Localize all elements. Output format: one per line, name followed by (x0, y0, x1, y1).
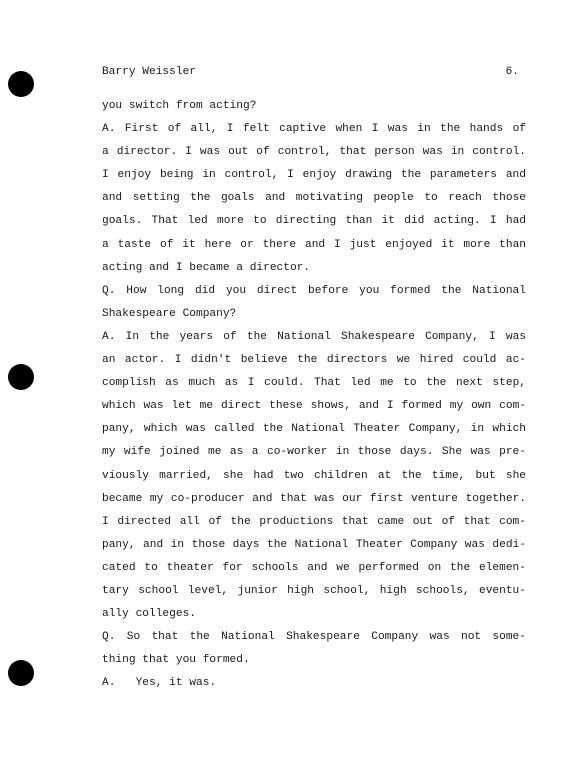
transcript-line: a director. I was out of control, that person was in control. (102, 146, 526, 159)
transcript-line: which was let me direct these shows, and I formed my own com- (102, 400, 526, 413)
page-header (102, 66, 519, 78)
transcript-line: viously married, she had two children at the time, but she (102, 469, 526, 482)
transcript-line: A. In the years of the National Shakespeare Company, I was (102, 330, 526, 343)
transcript-line: Q. How long did you direct before you formed the National (102, 284, 526, 297)
transcript-line: became my co-producer and that was our first venture together. (102, 492, 526, 505)
transcript-line: thing that you formed. (102, 654, 250, 667)
transcript-body (102, 95, 526, 695)
transcript-line: pany, and in those days the National Theater Company was dedi- (102, 538, 526, 551)
transcript-line: Shakespeare Company? (102, 307, 237, 320)
transcript-line: you switch from acting? (102, 100, 257, 112)
punch-hole-middle (8, 364, 34, 390)
transcript-line: cated to theater for schools and we performed on the elemen- (102, 561, 526, 574)
transcript-line: I enjoy being in control, I enjoy drawing the parameters and (102, 169, 526, 182)
transcript-line: a taste of it here or there and I just enjoyed it more than (102, 238, 526, 251)
transcript-line: ally colleges. (102, 608, 196, 621)
transcript-line: Q. So that the National Shakespeare Company was not some- (102, 631, 526, 644)
transcript-line: A. First of all, I felt captive when I was in the hands of (102, 123, 526, 136)
transcript-line: tary school level, junior high school, high schools, eventu- (102, 584, 526, 597)
interviewee-name: Barry Weissler (102, 66, 196, 78)
page-number: 6. (505, 66, 519, 78)
transcript-line: an actor. I didn't believe the directors we hired could ac- (102, 354, 526, 367)
transcript-line: acting and I became a director. (102, 261, 311, 274)
transcript-line: A. Yes, it was. (102, 677, 217, 690)
punch-hole-top (8, 71, 34, 97)
transcript-line: goals. That led more to directing than it did acting. I had (102, 215, 526, 228)
transcript-line: and setting the goals and motivating people to reach those (102, 192, 526, 205)
punch-hole-bottom (8, 660, 34, 686)
transcript-line: my wife joined me as a co-worker in those days. She was pre- (102, 446, 526, 459)
transcript-line: pany, which was called the National Theater Company, in which (102, 423, 526, 436)
transcript-line: I directed all of the productions that came out of that com- (102, 515, 526, 528)
transcript-line: complish as much as I could. That led me to the next step, (102, 377, 526, 390)
